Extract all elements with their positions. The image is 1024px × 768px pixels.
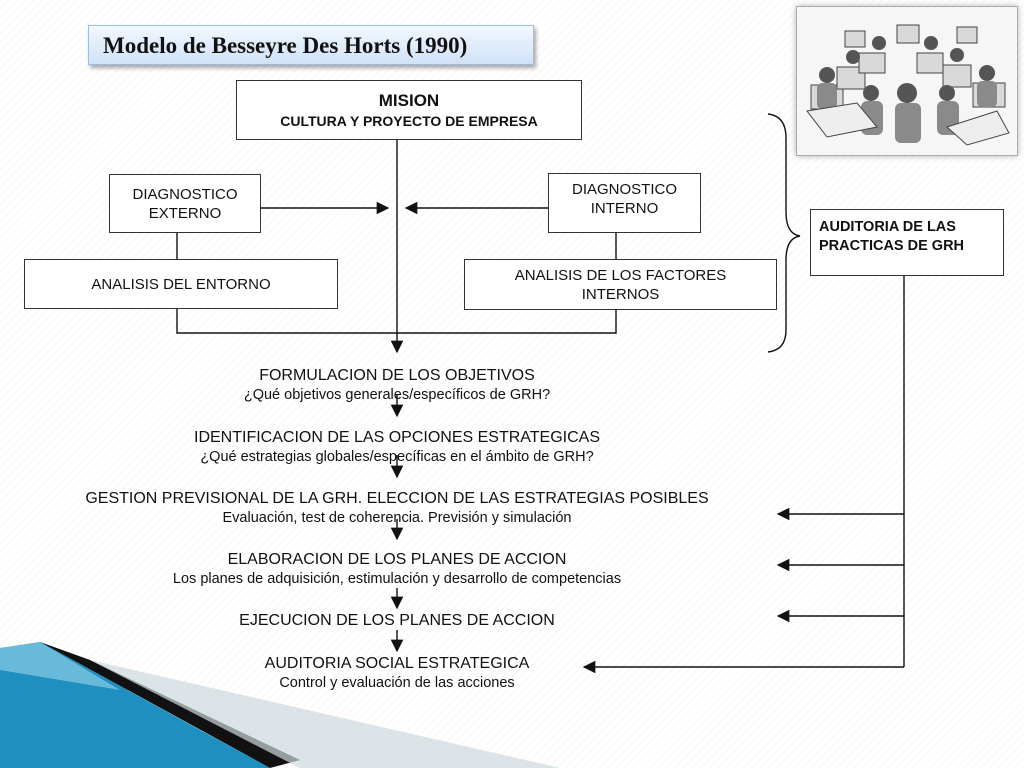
internal-diagnosis-line1: DIAGNOSTICO: [571, 181, 677, 198]
step-subtitle: ¿Qué objetivos generales/específicos de GRH?: [243, 387, 551, 403]
hr-practices-audit-line1: AUDITORIA DE LAS: [819, 219, 956, 235]
environment-analysis-box: [24, 259, 338, 309]
meeting-illustration-icon: [797, 7, 1017, 155]
team-illustration: [796, 6, 1018, 156]
external-diagnosis-line1: DIAGNOSTICO: [132, 186, 238, 203]
step-social-audit: [0, 654, 794, 693]
hr-practices-audit-line2: PRACTICAS DE GRH: [819, 238, 965, 254]
step-title: GESTION PREVISIONAL DE LA GRH. ELECCION DE LAS ESTRATEGIAS POSIBLES: [85, 490, 709, 507]
step-title: AUDITORIA SOCIAL ESTRATEGICA: [264, 655, 530, 672]
mission-box: [236, 80, 582, 140]
step-subtitle: Control y evaluación de las acciones: [279, 675, 515, 691]
step-title: FORMULACION DE LOS OBJETIVOS: [259, 367, 535, 384]
external-diagnosis-line2: EXTERNO: [148, 205, 222, 222]
decorative-swoosh: [0, 620, 560, 768]
step-strategic-options: [0, 428, 794, 467]
internal-diagnosis-box: [548, 173, 701, 233]
internal-diagnosis-line2: INTERNO: [590, 200, 659, 217]
internal-factors-line1: ANALISIS DE LOS FACTORES: [514, 267, 727, 284]
step-title: ELABORACION DE LOS PLANES DE ACCION: [227, 551, 567, 568]
step-title: EJECUCION DE LOS PLANES DE ACCION: [239, 612, 555, 629]
slide-title: Modelo de Besseyre Des Horts (1990): [88, 25, 534, 65]
step-plan-execution: [0, 611, 794, 631]
step-title: IDENTIFICACION DE LAS OPCIONES ESTRATEGICAS: [194, 429, 600, 446]
step-subtitle: Evaluación, test de coherencia. Previsión y simulación: [222, 510, 572, 526]
hr-practices-audit-box: [810, 209, 1004, 276]
step-objectives: [0, 366, 794, 405]
internal-factors-line2: INTERNOS: [581, 286, 660, 303]
step-action-plans: [0, 550, 794, 589]
mission-subtitle: CULTURA Y PROYECTO DE EMPRESA: [280, 113, 538, 129]
step-subtitle: Los planes de adquisición, estimulación y desarrollo de competencias: [172, 571, 622, 587]
step-subtitle: ¿Qué estrategias globales/específicas en el ámbito de GRH?: [200, 449, 594, 465]
mission-title: MISION: [378, 91, 440, 110]
environment-analysis-label: ANALISIS DEL ENTORNO: [91, 275, 271, 293]
internal-factors-analysis-box: [464, 259, 777, 310]
step-provisional-management: [0, 489, 794, 528]
external-diagnosis-box: [109, 174, 261, 233]
